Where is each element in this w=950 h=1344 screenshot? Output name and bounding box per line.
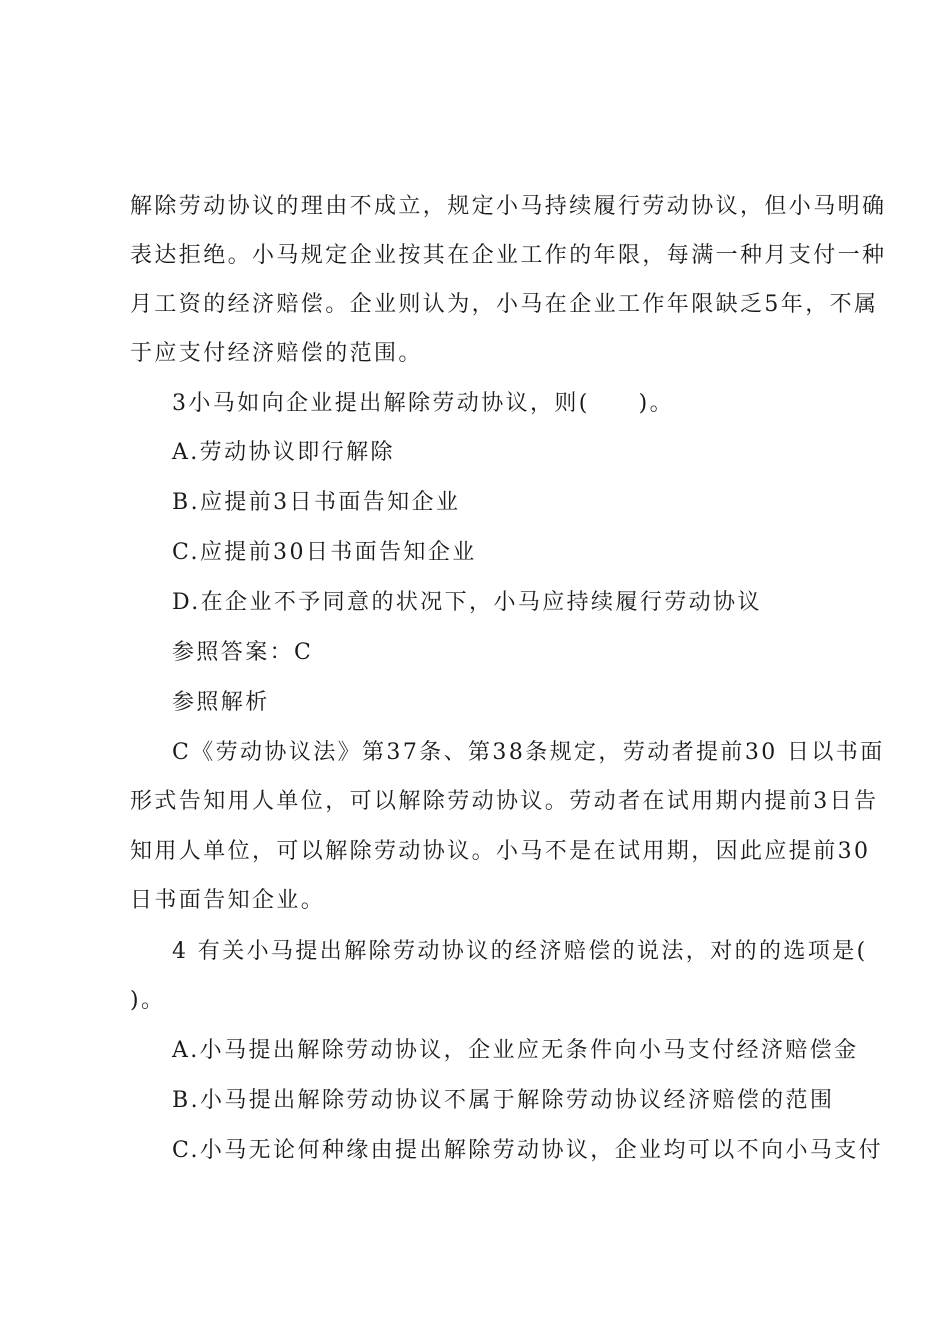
question4-stem-line-2: )。 — [130, 988, 166, 1013]
question4-option-a: A.小马提出解除劳动协议，企业应无条件向小马支付经济赔偿金 — [172, 1038, 859, 1063]
question3-option-a: A.劳动协议即行解除 — [172, 440, 395, 465]
question4-option-c: C.小马无论何种缘由提出解除劳动协议，企业均可以不向小马支付 — [172, 1138, 884, 1163]
question3-answer: 参照答案：C — [172, 640, 314, 665]
intro-line-4: 于应支付经济赔偿的范围。 — [130, 341, 423, 366]
question3-analysis-line-2: 形式告知用人单位，可以解除劳动协议。劳动者在试用期内提前3日告 — [130, 789, 879, 814]
question3-option-b: B.应提前3日书面告知企业 — [172, 490, 461, 515]
intro-line-3: 月工资的经济赔偿。企业则认为，小马在企业工作年限缺乏5年，不属 — [130, 292, 879, 317]
question4-stem-line-1: 4 有关小马提出解除劳动协议的经济赔偿的说法，对的的选项是( — [172, 939, 868, 964]
question3-analysis-line-4: 日书面告知企业。 — [130, 888, 326, 913]
intro-line-1: 解除劳动协议的理由不成立，规定小马持续履行劳动协议，但小马明确 — [130, 194, 887, 219]
question3-analysis-line-3: 知用人单位，可以解除劳动协议。小马不是在试用期，因此应提前30 — [130, 839, 871, 864]
intro-line-2: 表达拒绝。小马规定企业按其在企业工作的年限，每满一种月支付一种 — [130, 243, 887, 268]
question3-option-c: C.应提前30日书面告知企业 — [172, 540, 477, 565]
question3-stem: 3小马如向企业提出解除劳动协议，则( )。 — [172, 391, 674, 416]
question3-analysis-line-1: C《劳动协议法》第37条、第38条规定，劳动者提前30 日以书面 — [172, 740, 885, 765]
question3-analysis-title: 参照解析 — [172, 690, 270, 715]
question4-option-b: B.小马提出解除劳动协议不属于解除劳动协议经济赔偿的范围 — [172, 1088, 835, 1113]
question3-option-d: D.在企业不予同意的状况下，小马应持续履行劳动协议 — [172, 590, 762, 615]
